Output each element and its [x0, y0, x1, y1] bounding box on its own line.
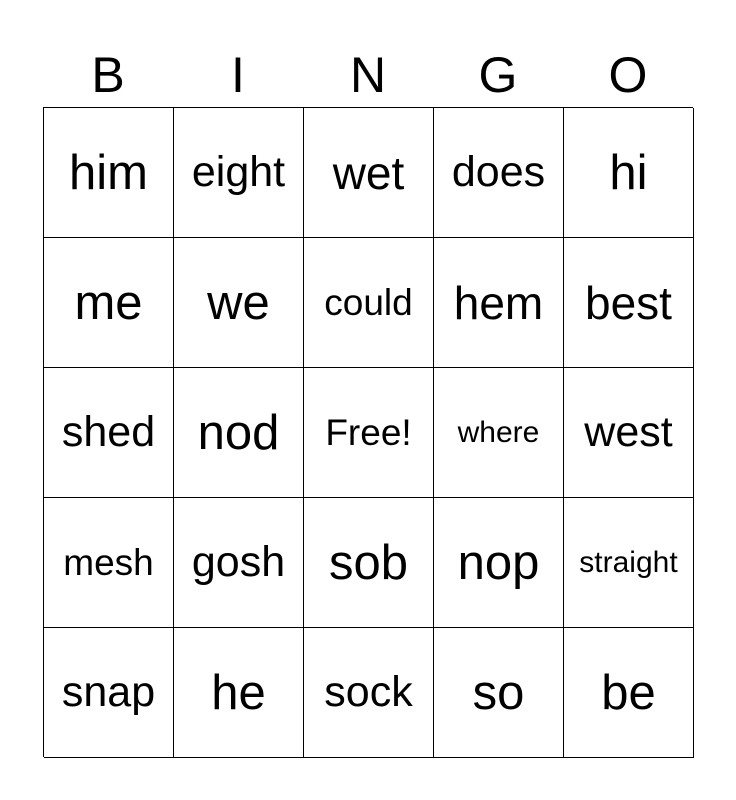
cell-word: hem: [453, 276, 544, 329]
cell-word: he: [211, 665, 266, 720]
header-letter-i: I: [231, 47, 245, 103]
cell-word: shed: [61, 408, 156, 456]
bingo-cell[interactable]: [174, 368, 304, 498]
cell-word: does: [451, 148, 546, 196]
bingo-cell[interactable]: [304, 108, 434, 238]
header-letter-n: N: [349, 47, 387, 103]
cell-word: me: [74, 275, 143, 330]
cell-word: we: [207, 275, 270, 330]
bingo-header: [43, 44, 693, 106]
cell-word: where: [457, 415, 540, 449]
cell-word: west: [584, 408, 673, 456]
header-letter-b: B: [91, 47, 125, 103]
bingo-cell[interactable]: [434, 368, 564, 498]
cell-word: nop: [457, 535, 540, 590]
cell-word: so: [472, 665, 525, 720]
cell-word: gosh: [191, 538, 286, 586]
bingo-cell[interactable]: [304, 238, 434, 368]
cell-word: best: [585, 276, 672, 329]
bingo-cell[interactable]: [44, 238, 174, 368]
cell-word: straight: [579, 545, 678, 579]
bingo-card-grid: [43, 107, 693, 757]
cell-word: eight: [191, 148, 286, 196]
cell-word: sob: [328, 535, 408, 590]
bingo-cell[interactable]: [304, 628, 434, 758]
cell-word: him: [69, 145, 148, 200]
bingo-cell[interactable]: [44, 498, 174, 628]
bingo-cell[interactable]: [564, 628, 694, 758]
cell-word: could: [324, 281, 413, 323]
bingo-cell[interactable]: [564, 108, 694, 238]
bingo-cell[interactable]: [434, 628, 564, 758]
cell-word: snap: [61, 668, 156, 716]
bingo-cell[interactable]: [304, 498, 434, 628]
cell-word: sock: [324, 668, 413, 716]
header-letter-g: G: [478, 47, 518, 103]
bingo-cell[interactable]: [44, 628, 174, 758]
bingo-cell[interactable]: [564, 498, 694, 628]
bingo-cell[interactable]: [44, 108, 174, 238]
bingo-cell[interactable]: [434, 498, 564, 628]
bingo-cell[interactable]: [564, 368, 694, 498]
bingo-cell[interactable]: [44, 368, 174, 498]
cell-word: be: [601, 665, 656, 720]
bingo-cell[interactable]: [174, 238, 304, 368]
free-space-label: Free!: [325, 411, 412, 453]
bingo-cell[interactable]: [564, 238, 694, 368]
bingo-cell[interactable]: [174, 628, 304, 758]
cell-word: nod: [197, 405, 280, 460]
free-space-cell[interactable]: [304, 368, 434, 498]
cell-word: wet: [332, 146, 405, 199]
bingo-cell[interactable]: [434, 108, 564, 238]
bingo-cell[interactable]: [174, 498, 304, 628]
bingo-cell[interactable]: [434, 238, 564, 368]
cell-word: mesh: [63, 541, 154, 583]
cell-word: hi: [609, 145, 648, 200]
header-letter-o: O: [608, 47, 648, 103]
bingo-cell[interactable]: [174, 108, 304, 238]
